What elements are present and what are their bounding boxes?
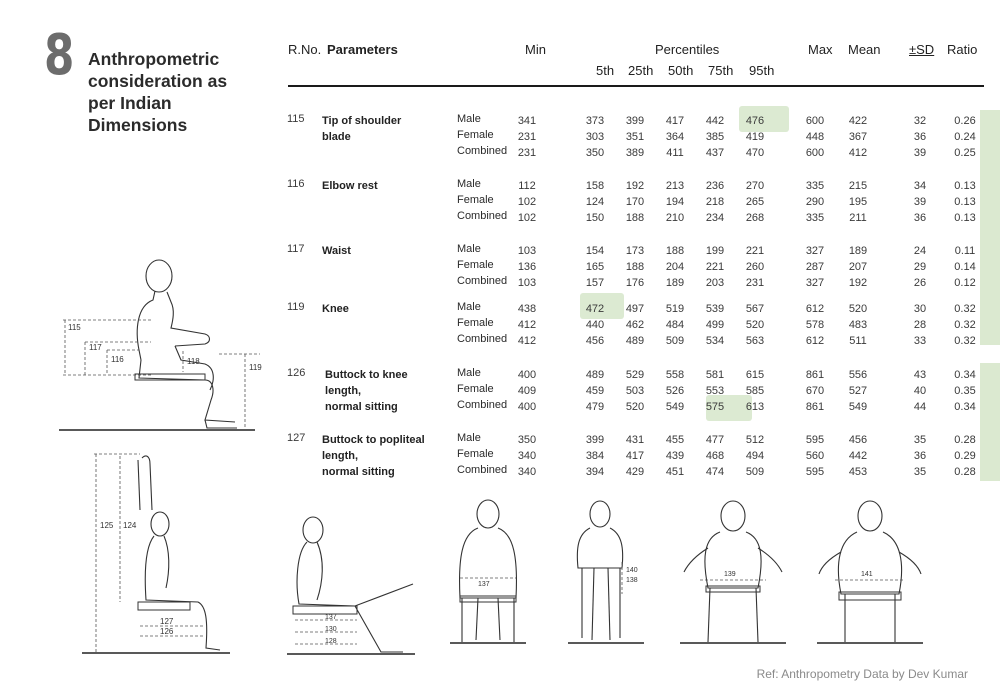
row-number: 115 <box>287 113 305 125</box>
header-percentiles: Percentiles <box>655 42 720 57</box>
table-cell: 520 <box>848 303 868 315</box>
table-cell: 529 <box>625 369 645 381</box>
table-cell: 861 <box>805 369 825 381</box>
table-cell: 35 <box>913 466 927 478</box>
table-cell: 231 <box>745 277 765 289</box>
table-cell: 615 <box>745 369 765 381</box>
row-number: 127 <box>287 432 306 444</box>
table-cell: 24 <box>913 245 927 257</box>
fig2-label-125: 125 <box>100 521 114 530</box>
group-label: Combined <box>457 333 508 345</box>
table-cell: 231 <box>517 147 537 159</box>
table-cell: 0.32 <box>954 335 976 347</box>
figure-seated-side-dimensions <box>55 250 285 435</box>
group-label: Combined <box>457 399 508 411</box>
row-number: 126 <box>287 367 306 379</box>
table-cell: 351 <box>625 131 645 143</box>
table-cell: 340 <box>517 466 537 478</box>
table-cell: 270 <box>745 180 765 192</box>
table-cell: 350 <box>585 147 605 159</box>
fig7-label-141: 141 <box>861 571 873 578</box>
table-cell: 399 <box>585 434 605 446</box>
table-cell: 327 <box>805 277 825 289</box>
table-cell: 0.13 <box>954 196 976 208</box>
parameter-name: Buttock to popliteal length, normal sitting <box>322 434 425 478</box>
group-label: Combined <box>457 275 508 287</box>
parameter-name: Buttock to knee length, normal sitting <box>325 369 408 413</box>
figure-front-thigh <box>566 498 646 646</box>
fig1-label-117: 117 <box>89 343 102 352</box>
table-cell: 36 <box>913 212 927 224</box>
table-cell: 526 <box>665 385 685 397</box>
group-label: Male <box>457 178 481 190</box>
table-cell: 195 <box>848 196 868 208</box>
table-cell: 112 <box>518 180 536 192</box>
group-label: Combined <box>457 210 508 222</box>
table-cell: 28 <box>913 319 927 331</box>
table-cell: 456 <box>848 434 868 446</box>
table-cell: 32 <box>913 115 927 127</box>
table-cell: 511 <box>849 335 867 347</box>
chapter-number: 8 <box>44 23 75 88</box>
table-cell: 341 <box>517 115 537 127</box>
table-cell: 150 <box>585 212 605 224</box>
table-cell: 417 <box>665 115 685 127</box>
group-label: Female <box>457 259 494 271</box>
table-cell: 412 <box>517 319 537 331</box>
table-cell: 389 <box>625 147 645 159</box>
table-cell: 158 <box>585 180 605 192</box>
table-cell: 429 <box>625 466 645 478</box>
figure-seated-arm-raised <box>80 450 240 660</box>
table-cell: 35 <box>913 434 927 446</box>
table-cell: 210 <box>665 212 685 224</box>
table-cell: 451 <box>665 466 685 478</box>
table-cell: 215 <box>848 180 868 192</box>
table-cell: 419 <box>745 131 765 143</box>
parameter-name: Tip of shoulder blade <box>322 115 402 143</box>
table-cell: 442 <box>705 115 725 127</box>
table-cell: 412 <box>517 335 537 347</box>
table-cell: 290 <box>805 196 825 208</box>
table-cell: 595 <box>805 434 825 446</box>
table-cell: 207 <box>848 261 868 273</box>
table-cell: 0.28 <box>954 434 976 446</box>
table-cell: 412 <box>848 147 868 159</box>
table-cell: 476 <box>745 115 765 127</box>
table-cell: 477 <box>705 434 725 446</box>
table-cell: 0.29 <box>954 450 976 462</box>
fig3-label-137: 137 <box>325 614 337 621</box>
table-cell: 103 <box>517 245 537 257</box>
table-cell: 456 <box>585 335 605 347</box>
header-p95: 95th <box>749 63 775 78</box>
reference-note: Ref: Anthropometry Data by Dev Kumar <box>756 667 968 681</box>
figure-front-elbow-width <box>678 498 788 646</box>
table-cell: 409 <box>517 385 537 397</box>
table-cell: 260 <box>745 261 765 273</box>
row-number: 116 <box>287 178 305 190</box>
fig1-label-115: 115 <box>68 323 81 332</box>
table-cell: 489 <box>585 369 605 381</box>
fig5-label-138: 138 <box>626 577 638 584</box>
table-cell: 335 <box>805 180 825 192</box>
header-min: Min <box>525 42 546 57</box>
table-cell: 192 <box>848 277 868 289</box>
table-cell: 439 <box>665 450 685 462</box>
group-label: Male <box>457 432 481 444</box>
table-cell: 470 <box>745 147 765 159</box>
table-cell: 188 <box>625 212 645 224</box>
table-cell: 0.12 <box>954 277 976 289</box>
table-cell: 36 <box>913 450 927 462</box>
header-p25: 25th <box>628 63 654 78</box>
group-label: Combined <box>457 464 508 476</box>
table-cell: 0.34 <box>954 369 976 381</box>
figure-seated-leg-extended <box>285 512 420 657</box>
fig4-label-137: 137 <box>478 581 490 588</box>
table-cell: 549 <box>848 401 868 413</box>
table-cell: 472 <box>585 303 605 315</box>
table-cell: 503 <box>625 385 645 397</box>
table-cell: 154 <box>585 245 605 257</box>
table-cell: 0.14 <box>954 261 976 273</box>
table-cell: 103 <box>517 277 537 289</box>
table-cell: 268 <box>745 212 765 224</box>
table-cell: 204 <box>665 261 685 273</box>
group-label: Male <box>457 367 481 379</box>
table-cell: 575 <box>705 401 725 413</box>
group-label: Female <box>457 317 494 329</box>
fig1-label-119: 119 <box>249 363 262 372</box>
group-label: Female <box>457 129 494 141</box>
group-label: Male <box>457 113 481 125</box>
table-cell: 519 <box>665 303 685 315</box>
fig3-label-128: 128 <box>325 638 337 645</box>
table-cell: 0.28 <box>954 466 976 478</box>
table-cell: 165 <box>585 261 605 273</box>
table-cell: 194 <box>665 196 685 208</box>
table-cell: 394 <box>585 466 605 478</box>
table-cell: 176 <box>625 277 645 289</box>
table-cell: 231 <box>517 131 537 143</box>
table-cell: 189 <box>665 277 685 289</box>
table-cell: 479 <box>585 401 605 413</box>
table-cell: 367 <box>848 131 868 143</box>
table-cell: 613 <box>745 401 765 413</box>
table-cell: 442 <box>848 450 868 462</box>
table-cell: 558 <box>665 369 685 381</box>
header-rule <box>288 85 984 87</box>
table-cell: 192 <box>625 180 645 192</box>
table-cell: 512 <box>745 434 765 446</box>
table-cell: 34 <box>913 180 927 192</box>
group-label: Male <box>457 243 481 255</box>
table-cell: 157 <box>585 277 605 289</box>
table-cell: 218 <box>705 196 725 208</box>
group-label: Female <box>457 448 494 460</box>
table-cell: 489 <box>625 335 645 347</box>
table-cell: 440 <box>585 319 605 331</box>
table-cell: 199 <box>705 245 725 257</box>
figure-front-shoulder-width <box>815 498 925 646</box>
table-cell: 384 <box>585 450 605 462</box>
header-p5: 5th <box>596 63 615 78</box>
header-max: Max <box>808 42 833 57</box>
parameter-name: Knee <box>322 303 349 315</box>
table-cell: 539 <box>705 303 725 315</box>
table-cell: 581 <box>705 369 725 381</box>
table-cell: 0.24 <box>954 131 976 143</box>
table-cell: 221 <box>745 245 765 257</box>
parameter-name: Elbow rest <box>322 180 378 192</box>
table-cell: 399 <box>625 115 645 127</box>
table-cell: 578 <box>805 319 825 331</box>
table-cell: 170 <box>625 196 645 208</box>
table-cell: 36 <box>913 131 927 143</box>
table-cell: 560 <box>805 450 825 462</box>
table-cell: 422 <box>848 115 868 127</box>
group-label: Male <box>457 301 481 313</box>
fig2-label-124: 124 <box>123 521 137 530</box>
fig2-label-126: 126 <box>160 627 174 636</box>
table-cell: 0.35 <box>954 385 976 397</box>
table-cell: 136 <box>517 261 537 273</box>
table-cell: 0.32 <box>954 319 976 331</box>
table-cell: 335 <box>805 212 825 224</box>
header-mean: Mean <box>848 42 881 57</box>
fig5-label-140: 140 <box>626 567 638 574</box>
table-cell: 670 <box>805 385 825 397</box>
table-cell: 124 <box>585 196 605 208</box>
table-cell: 213 <box>665 180 685 192</box>
header-ratio: Ratio <box>947 42 978 57</box>
table-cell: 411 <box>666 147 684 159</box>
table-cell: 39 <box>913 196 927 208</box>
table-cell: 417 <box>625 450 645 462</box>
table-cell: 350 <box>517 434 537 446</box>
table-cell: 484 <box>665 319 685 331</box>
table-cell: 102 <box>517 196 537 208</box>
table-cell: 520 <box>745 319 765 331</box>
header-parameters: Parameters <box>327 42 398 57</box>
table-cell: 612 <box>805 303 825 315</box>
header-p75: 75th <box>708 63 734 78</box>
table-cell: 494 <box>745 450 765 462</box>
row-number: 119 <box>287 301 305 313</box>
table-cell: 400 <box>517 401 537 413</box>
table-cell: 265 <box>745 196 765 208</box>
table-cell: 534 <box>705 335 725 347</box>
table-cell: 549 <box>665 401 685 413</box>
table-cell: 0.34 <box>954 401 976 413</box>
table-cell: 287 <box>805 261 825 273</box>
table-cell: 188 <box>625 261 645 273</box>
table-cell: 497 <box>625 303 645 315</box>
table-cell: 527 <box>848 385 868 397</box>
table-cell: 612 <box>805 335 825 347</box>
fig2-label-127: 127 <box>160 617 174 626</box>
table-cell: 474 <box>705 466 725 478</box>
table-cell: 459 <box>585 385 605 397</box>
table-cell: 30 <box>913 303 927 315</box>
table-cell: 431 <box>625 434 645 446</box>
fig6-label-139: 139 <box>724 571 736 578</box>
table-cell: 861 <box>805 401 825 413</box>
fig1-label-116: 116 <box>111 355 124 364</box>
table-cell: 44 <box>913 401 927 413</box>
table-cell: 468 <box>705 450 725 462</box>
table-cell: 0.13 <box>954 180 976 192</box>
table-cell: 437 <box>705 147 725 159</box>
table-cell: 39 <box>913 147 927 159</box>
table-cell: 173 <box>625 245 645 257</box>
header-sd: ±SD <box>909 42 935 57</box>
table-cell: 234 <box>705 212 725 224</box>
group-label: Combined <box>457 145 508 157</box>
figure-front-hip-width <box>448 498 528 646</box>
table-cell: 364 <box>665 131 685 143</box>
table-cell: 455 <box>665 434 685 446</box>
table-cell: 102 <box>517 212 537 224</box>
header-rno: R.No. <box>288 42 322 57</box>
table-cell: 340 <box>517 450 537 462</box>
table-cell: 453 <box>848 466 868 478</box>
table-cell: 26 <box>913 277 927 289</box>
table-cell: 563 <box>745 335 765 347</box>
header-p50: 50th <box>668 63 694 78</box>
table-cell: 327 <box>805 245 825 257</box>
table-cell: 448 <box>805 131 825 143</box>
table-cell: 236 <box>705 180 725 192</box>
table-cell: 189 <box>848 245 868 257</box>
table-cell: 483 <box>848 319 868 331</box>
parameter-name: Waist <box>322 245 351 257</box>
row-number: 117 <box>287 243 305 255</box>
table-cell: 400 <box>517 369 537 381</box>
table-cell: 0.25 <box>954 147 976 159</box>
table-cell: 567 <box>745 303 765 315</box>
table-cell: 438 <box>517 303 537 315</box>
table-cell: 221 <box>705 261 725 273</box>
table-cell: 0.26 <box>954 115 976 127</box>
table-cell: 0.13 <box>954 212 976 224</box>
table-cell: 0.11 <box>954 245 976 257</box>
table-cell: 29 <box>913 261 927 273</box>
table-cell: 595 <box>805 466 825 478</box>
table-cell: 303 <box>585 131 605 143</box>
table-cell: 556 <box>848 369 868 381</box>
fig1-label-118: 118 <box>187 357 200 366</box>
table-cell: 499 <box>705 319 725 331</box>
table-cell: 520 <box>625 401 645 413</box>
table-cell: 373 <box>585 115 605 127</box>
table-cell: 188 <box>665 245 685 257</box>
table-cell: 462 <box>625 319 645 331</box>
table-cell: 600 <box>805 115 825 127</box>
fig3-label-130: 130 <box>325 626 337 633</box>
table-cell: 600 <box>805 147 825 159</box>
table-cell: 509 <box>665 335 685 347</box>
table-cell: 585 <box>745 385 765 397</box>
group-label: Female <box>457 194 494 206</box>
table-cell: 211 <box>849 212 867 224</box>
table-cell: 43 <box>913 369 927 381</box>
table-cell: 509 <box>745 466 765 478</box>
table-cell: 385 <box>705 131 725 143</box>
table-cell: 33 <box>913 335 927 347</box>
table-cell: 0.32 <box>954 303 976 315</box>
table-cell: 553 <box>705 385 725 397</box>
group-label: Female <box>457 383 494 395</box>
table-cell: 203 <box>705 277 725 289</box>
page-title: Anthropometric consideration as per Indian Dimensions <box>88 49 228 135</box>
table-cell: 40 <box>913 385 927 397</box>
